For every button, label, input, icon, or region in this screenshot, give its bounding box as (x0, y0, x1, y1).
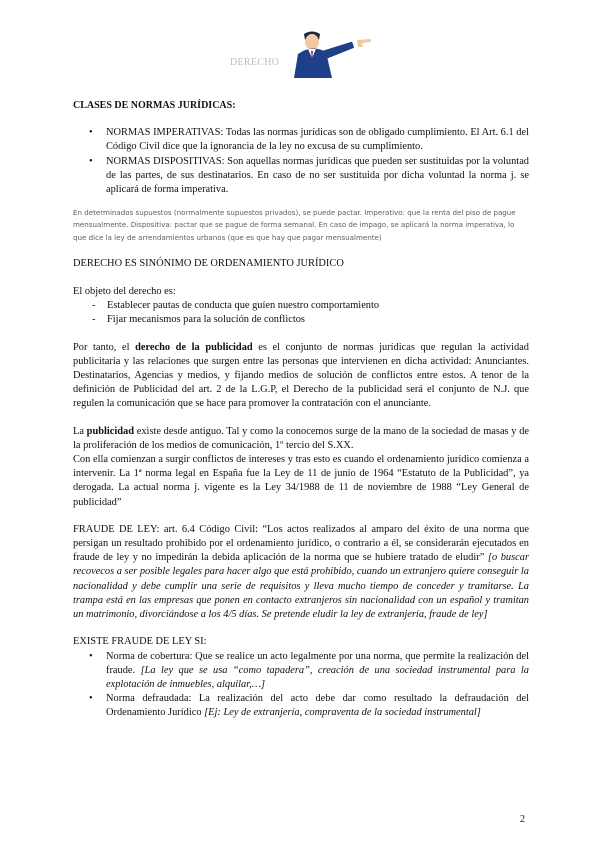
heading-derecho: DERECHO ES SINÓNIMO DE ORDENAMIENTO JURÍDICO (73, 257, 344, 269)
heading-existe-fraude: EXISTE FRAUDE DE LEY SI: (73, 636, 207, 648)
page-number: 2 (520, 814, 525, 825)
term-derecho-publicidad: derecho de la publicidad (135, 341, 253, 353)
list-item: - Fijar mecanismos para la solución de conflictos (73, 313, 529, 327)
clases-list (73, 126, 529, 197)
list-item: • Norma de cobertura: Que se realice un acto legalmente por una norma, que permite la realización del fraude. [La ley que se usa “como tapadera”, creación de una sociedad instrumental para la explotación de inmuebles, alquilar,…] (73, 650, 529, 693)
pointing-man-icon (292, 30, 372, 78)
objeto-list (73, 299, 529, 327)
heading-clases: CLASES DE NORMAS JURÍDICAS: (73, 100, 236, 111)
list-item: • Norma defraudada: La realización del acto debe dar como resultado la defraudación del Ordenamiento Jurídico [Ej: Ley de extranjería, compraventa de la sociedad instrumental] (73, 692, 529, 720)
list-item: • NORMAS IMPERATIVAS: Todas las normas jurídicas son de obligado cumplimiento. El Art. 6.1 del Código Civil dice que la ignorancia de la ley no excusa de su cumplimiento. (73, 126, 529, 154)
document-body (73, 99, 529, 721)
publicidad-definition: Por tanto, el derecho de la publicidad es el conjunto de normas jurídicas que regulan la actividad publicitaria y las relaciones que surgen entre las personas que intervienen en dicha actividad: Anunciantes. Destinatarios, Agencias y medios, y fijando medios de solución de conflictos entre estos. A tenor de la definición de Publicidad del art. 2 de la L.G.P, el Derecho de la publicidad será el conjunto de N.J. que regulen la comunicación que se hace para promover la contratación con el anunciante. (73, 341, 529, 410)
list-item: - Establecer pautas de conducta que guíen nuestro comportamiento (73, 299, 529, 313)
list-item: • NORMAS DISPOSITIVAS: Son aquellas normas jurídicas que pueden ser sustituidas por la voluntad de las partes, de sus destinatarios. En caso de no ser sustituida por dicha voluntad la norma j. se aplicará de forma imperativa. (73, 155, 529, 198)
existe-list (73, 650, 529, 721)
objeto-intro: El objeto del derecho es: (73, 286, 176, 298)
publicidad-historia: La publicidad existe desde antiguo. Tal y como la conocemos surge de la mano de la sociedad de masas y de la proliferación de los medios de comunicación, 1º tercio del S.XX. (73, 425, 529, 451)
header-title: DERECHO (230, 57, 280, 68)
class-note: En determinados supuestos (normalmente supuestos privados), se puede pactar. Imperativo: que la renta del piso de pague mensualmente. Dispositiva: pactar que se pague de forma semanal. En caso de impago, se aplicará la norma imperativa, lo que dice la ley de arrendamientos urbanos (que es que hay que pagar mensualmente) (73, 208, 516, 242)
publicidad-regulacion: Con ella comienzan a surgir conflictos de intereses y tras esto es cuando el ordenamiento jurídico comienza a intervenir. La 1ª norma legal en España fue la Ley de 11 de junio de 1964 “Estatuto de la Publicidad”, ya derogada. La actual norma j. vigente es la Ley 34/1988 de 11 de noviembre de 1988 “Ley General de publicidad” (73, 454, 529, 508)
fraude-de-ley: FRAUDE DE LEY: art. 6.4 Código Civil: “Los actos realizados al amparo del éxito de una norma que persigan un resultado prohibido por el ordenamiento jurídico, o contrario a él, se considerarán ejecutados en fraude de ley y no impedirán la debida aplicación de la norma que se hubiere tratado de eludir” [o buscar recovecos a ser posible legales para hacer algo que está prohibido, cuando un extranjero quiere conseguir la nacionalidad y debe cumplir una serie de requisitos y lleva mucho tiempo de conceder y tramitarse. La trampa está en las empresas que ponen en contacto extranjeros sin nacionalidad con un español y tramitan un matrimonio, divorciándose a los 4/5 días. Se pretende eludir la ley de extranjería, fraude de ley] (73, 523, 529, 621)
term-publicidad: publicidad (86, 425, 135, 437)
